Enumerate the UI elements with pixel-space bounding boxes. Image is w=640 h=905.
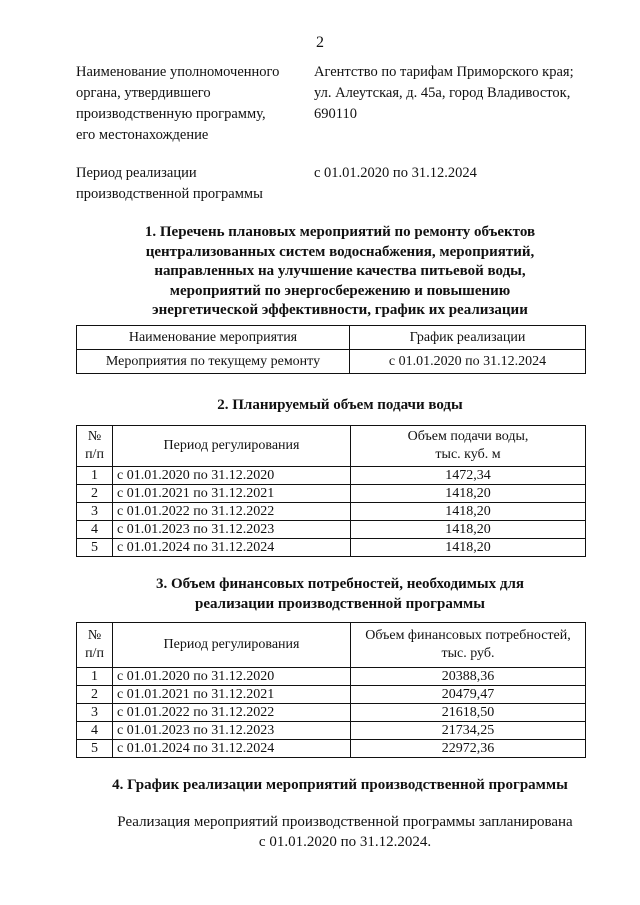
- row-number-cell: 4: [77, 521, 113, 539]
- value-column-header: [351, 426, 586, 467]
- value-cell: 1418,20: [351, 485, 586, 503]
- authority-label-line: Наименование уполномоченного: [76, 64, 280, 80]
- period-value-line: с 01.01.2020 по 31.12.2024: [314, 165, 477, 181]
- period-cell: с 01.01.2022 по 31.12.2022: [113, 704, 351, 722]
- page-number: 2: [316, 34, 324, 51]
- table-header-row: [77, 426, 586, 467]
- value-cell: 20479,47: [351, 686, 586, 704]
- heading-line: 3. Объем финансовых потребностей, необходимых для: [155, 576, 525, 592]
- table-header-row: [77, 623, 586, 668]
- value-cell: 1418,20: [351, 503, 586, 521]
- period-cell: с 01.01.2023 по 31.12.2023: [113, 722, 351, 740]
- value-cell: 1472,34: [351, 467, 586, 485]
- row-number-cell: 1: [77, 467, 113, 485]
- heading-line: централизованных систем водоснабжения, мероприятий,: [145, 243, 535, 260]
- heading-line: 2. Планируемый объем подачи воды: [217, 397, 463, 413]
- heading-line: направленных на улучшение качества питьевой воды,: [154, 263, 526, 279]
- period-cell: с 01.01.2021 по 31.12.2021: [113, 686, 351, 704]
- period-column-header: Период регулирования: [113, 623, 351, 668]
- value-cell: 22972,36: [351, 740, 586, 758]
- period-cell: с 01.01.2021 по 31.12.2021: [113, 485, 351, 503]
- period-label-line: Период реализации: [76, 165, 197, 181]
- header-line: Объем финансовых потребностей,: [365, 628, 571, 643]
- heading-line: 1. Перечень плановых мероприятий по ремонту объектов: [144, 224, 536, 240]
- table-row: [77, 722, 586, 740]
- table-row: [77, 350, 586, 374]
- table-row: [77, 485, 586, 503]
- period-cell: с 01.01.2024 по 31.12.2024: [113, 740, 351, 758]
- header-line: п/п: [85, 447, 104, 462]
- row-number-cell: 5: [77, 740, 113, 758]
- table-header-row: [77, 326, 586, 350]
- table-row: [77, 668, 586, 686]
- authority-label-line: органа, утвердившего: [76, 85, 211, 101]
- header-line: тыс. руб.: [441, 646, 495, 661]
- section2-heading: [80, 396, 600, 416]
- row-number-cell: 5: [77, 539, 113, 557]
- authority-value-line: ул. Алеутская, д. 45а, город Владивосток,: [314, 85, 571, 101]
- implementation-paragraph: [110, 812, 580, 852]
- period-value: [314, 163, 614, 184]
- measure-name-cell: Мероприятия по текущему ремонту: [77, 350, 350, 374]
- period-cell: с 01.01.2020 по 31.12.2020: [113, 467, 351, 485]
- table-row: [77, 686, 586, 704]
- value-cell: 20388,36: [351, 668, 586, 686]
- paragraph-line: Реализация мероприятий производственной программы запланирована: [117, 814, 573, 830]
- value-cell: 21734,25: [351, 722, 586, 740]
- row-number-cell: 4: [77, 722, 113, 740]
- table-row: [77, 539, 586, 557]
- table-row: [77, 740, 586, 758]
- measures-table: [76, 325, 586, 374]
- row-number-cell: 3: [77, 503, 113, 521]
- period-column-header: Период регулирования: [113, 426, 351, 467]
- heading-line: реализации производственной программы: [195, 595, 485, 612]
- financial-needs-table: [76, 622, 586, 758]
- column-header: Наименование мероприятия: [77, 326, 350, 350]
- period-cell: с 01.01.2020 по 31.12.2020: [113, 668, 351, 686]
- row-number-cell: 1: [77, 668, 113, 686]
- period-cell: с 01.01.2022 по 31.12.2022: [113, 503, 351, 521]
- value-cell: 1418,20: [351, 521, 586, 539]
- value-cell: 1418,20: [351, 539, 586, 557]
- authority-label: [76, 62, 296, 146]
- header-line: №: [87, 628, 102, 643]
- authority-label-line: его местонахождение: [76, 127, 209, 143]
- header-line: п/п: [85, 646, 104, 661]
- column-header: График реализации: [350, 326, 586, 350]
- authority-label-line: производственную программу,: [76, 106, 266, 122]
- heading-line: энергетической эффективности, график их реализации: [152, 302, 528, 318]
- table-row: [77, 521, 586, 539]
- section4-heading: [60, 776, 620, 796]
- num-column-header: [77, 623, 113, 668]
- authority-value-line: 690110: [314, 106, 357, 122]
- header-line: Объем подачи воды,: [407, 429, 529, 444]
- row-number-cell: 3: [77, 704, 113, 722]
- num-column-header: [77, 426, 113, 467]
- section3-heading: [80, 575, 600, 614]
- value-column-header: [351, 623, 586, 668]
- header-line: №: [87, 429, 102, 444]
- row-number-cell: 2: [77, 485, 113, 503]
- measure-schedule-cell: с 01.01.2020 по 31.12.2024: [350, 350, 586, 374]
- paragraph-line: с 01.01.2020 по 31.12.2024.: [258, 834, 432, 850]
- heading-line: 4. График реализации мероприятий производственной программы: [112, 777, 568, 793]
- period-cell: с 01.01.2023 по 31.12.2023: [113, 521, 351, 539]
- section1-heading: [80, 223, 600, 321]
- heading-line: мероприятий по энергосбережению и повышению: [169, 282, 511, 299]
- period-label: [76, 163, 296, 205]
- authority-value: [314, 62, 614, 125]
- table-row: [77, 704, 586, 722]
- table-row: [77, 467, 586, 485]
- authority-value-line: Агентство по тарифам Приморского края;: [314, 64, 574, 80]
- header-line: тыс. куб. м: [435, 447, 501, 462]
- period-label-line: производственной программы: [76, 186, 263, 202]
- row-number-cell: 2: [77, 686, 113, 704]
- period-cell: с 01.01.2024 по 31.12.2024: [113, 539, 351, 557]
- value-cell: 21618,50: [351, 704, 586, 722]
- water-supply-table: [76, 425, 586, 557]
- table-row: [77, 503, 586, 521]
